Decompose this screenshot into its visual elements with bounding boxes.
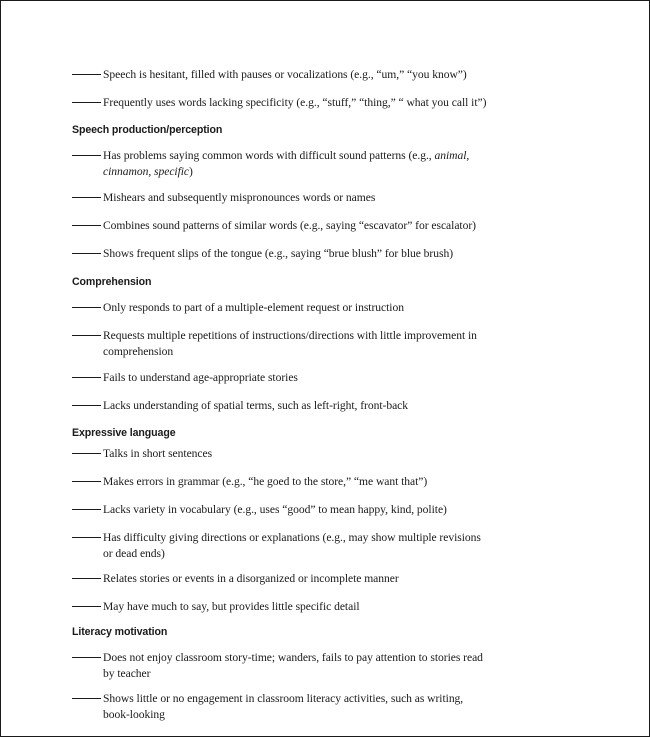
section-heading: Literacy motivation — [72, 626, 168, 638]
item-text: Has problems saying common words with difficult sound patterns (e.g., — [103, 149, 435, 162]
checklist-item — [72, 446, 502, 462]
item-text-italic: animal, — [434, 149, 470, 162]
item-text-continued: by teacher — [103, 667, 151, 680]
section-heading: Expressive language — [72, 427, 176, 439]
item-text: Combines sound patterns of similar words (e.g., saying “escavator” for escalator) — [103, 219, 476, 232]
checkbox-blank-line[interactable] — [72, 102, 101, 103]
item-text: May have much to say, but provides little specific detail — [103, 600, 360, 613]
item-text: Does not enjoy classroom story-time; wanders, fails to pay attention to stories read — [103, 651, 483, 664]
item-text: Speech is hesitant, filled with pauses or vocalizations (e.g., “um,” “you know”) — [103, 68, 467, 81]
checklist-item — [72, 599, 502, 615]
checklist-item — [72, 218, 502, 234]
checklist-item — [72, 370, 502, 386]
checkbox-blank-line[interactable] — [72, 578, 101, 579]
item-text-continued: book-looking — [103, 708, 165, 721]
item-text: Talks in short sentences — [103, 447, 213, 460]
checklist-item — [72, 398, 502, 414]
checklist-item — [72, 502, 502, 518]
item-text-italic: cinnamon, specific — [103, 165, 190, 178]
section-heading: Comprehension — [72, 276, 152, 288]
checkbox-blank-line[interactable] — [72, 307, 101, 308]
checkbox-blank-line[interactable] — [72, 225, 101, 226]
item-text: Fails to understand age-appropriate stories — [103, 371, 298, 384]
checklist-item — [72, 190, 502, 206]
item-text: Mishears and subsequently mispronounces words or names — [103, 191, 376, 204]
item-text: Shows little or no engagement in classroom literacy activities, such as writing, — [103, 692, 464, 705]
item-text: Requests multiple repetitions of instructions/directions with little improvement in — [103, 329, 477, 342]
item-text: Frequently uses words lacking specificity (e.g., “stuff,” “thing,” “ what you call it”) — [103, 96, 487, 109]
checkbox-blank-line[interactable] — [72, 155, 101, 156]
checklist-item — [72, 328, 502, 360]
checklist-item — [72, 571, 502, 587]
checkbox-blank-line[interactable] — [72, 481, 101, 482]
checkbox-blank-line[interactable] — [72, 74, 101, 75]
checkbox-blank-line[interactable] — [72, 698, 101, 699]
checkbox-blank-line[interactable] — [72, 657, 101, 658]
item-text: Has difficulty giving directions or explanations (e.g., may show multiple revisions — [103, 531, 481, 544]
item-text: Relates stories or events in a disorganized or incomplete manner — [103, 572, 399, 585]
section-heading: Speech production/perception — [72, 124, 223, 136]
checkbox-blank-line[interactable] — [72, 537, 101, 538]
checkbox-blank-line[interactable] — [72, 377, 101, 378]
item-text: Shows frequent slips of the tongue (e.g., saying “brue blush” for blue brush) — [103, 247, 454, 260]
item-text-continued: comprehension — [103, 345, 174, 358]
item-text-tail: ) — [189, 165, 193, 178]
checklist-item — [72, 67, 502, 83]
item-text: Lacks variety in vocabulary (e.g., uses “good” to mean happy, kind, polite) — [103, 503, 447, 516]
checkbox-blank-line[interactable] — [72, 253, 101, 254]
checklist-item — [72, 691, 502, 723]
item-text: Only responds to part of a multiple-element request or instruction — [103, 301, 404, 314]
item-text-continued: or dead ends) — [103, 547, 165, 560]
checklist-item — [72, 474, 502, 490]
checklist-item — [72, 95, 502, 111]
checkbox-blank-line[interactable] — [72, 453, 101, 454]
checklist-item — [72, 246, 502, 262]
checklist-item — [72, 530, 502, 562]
checkbox-blank-line[interactable] — [72, 509, 101, 510]
checkbox-blank-line[interactable] — [72, 335, 101, 336]
checkbox-blank-line[interactable] — [72, 606, 101, 607]
checklist-item — [72, 148, 502, 180]
checklist-item — [72, 650, 502, 682]
item-text: Makes errors in grammar (e.g., “he goed to the store,” “me want that”) — [103, 475, 428, 488]
checkbox-blank-line[interactable] — [72, 197, 101, 198]
item-text: Lacks understanding of spatial terms, such as left-right, front-back — [103, 399, 409, 412]
checklist-item — [72, 300, 502, 316]
checkbox-blank-line[interactable] — [72, 405, 101, 406]
